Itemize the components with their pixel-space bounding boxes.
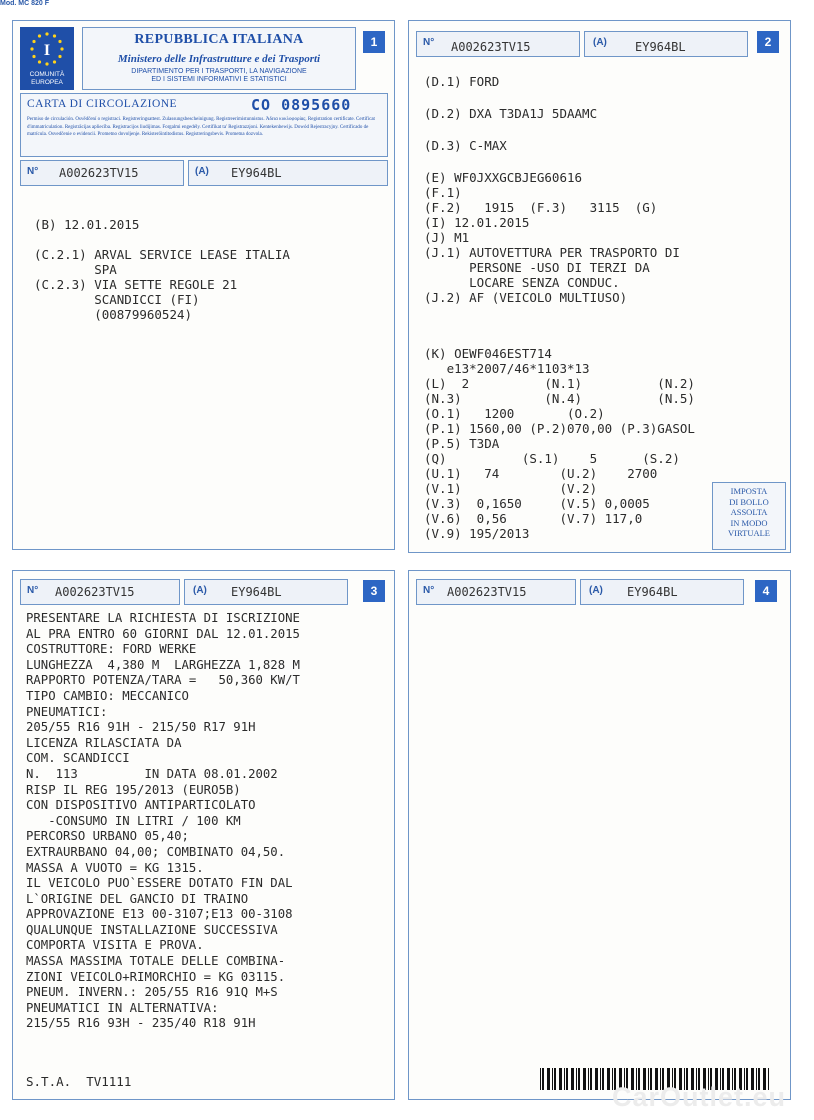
a-field xyxy=(184,579,348,605)
n-value: A002623TV15 xyxy=(451,40,531,54)
a-field xyxy=(188,160,388,186)
model-code: Mod. MC 820 F xyxy=(0,0,50,7)
stamp-duty-box xyxy=(712,482,786,550)
commercial-name-field: (D.3) C-MAX xyxy=(424,138,507,153)
a-value: EY964BL xyxy=(635,40,686,54)
type-field: (D.2) DXA T3DA1J 5DAAMC xyxy=(424,106,598,121)
n-label: N° xyxy=(423,585,435,596)
n-field xyxy=(20,579,180,605)
department-line-2: ED I SISTEMI INFORMATIVI E STATISTICI xyxy=(151,76,287,83)
n-label: N° xyxy=(27,585,39,596)
owner-block: (B) 12.01.2015 (C.2.1) ARVAL SERVICE LEASE ITALIA SPA (C.2.3) VIA SETTE REGOLE 21 SCANDICCI (FI) (00879960524) xyxy=(34,217,290,322)
n-value: A002623TV15 xyxy=(447,585,527,599)
carta-header xyxy=(20,93,388,157)
technical-data-block: (K) OEWF046EST714 e13*2007/46*1103*13 (L) 2 (N.1) (N.2) (N.3) (N.4) (N.5) (O.1) 1200 (O.2) (P.1) 1560,00 (P.2)070,00 (P.3)GASOL (P.5) T3DA (Q) (S.1) 5 (S.2) (U.1) 74 (U.2) 2700 (V.1) (V.2) (V.3) 0,1650 (V.5) 0,0005 (V.6) 0,56 (V.7) 117,0 (V.9) 195/2013 xyxy=(424,346,695,541)
a-value: EY964BL xyxy=(231,166,282,180)
carta-title: CARTA DI CIRCOLAZIONE xyxy=(27,98,178,110)
panel-number: 4 xyxy=(755,580,777,602)
panel-number: 2 xyxy=(757,31,779,53)
n-field xyxy=(416,31,580,57)
n-label: N° xyxy=(423,37,435,48)
panel-number: 3 xyxy=(363,580,385,602)
office-code: S.T.A. TV1111 xyxy=(26,1074,132,1089)
n-label: N° xyxy=(27,166,39,177)
stamp-duty-text: IMPOSTA DI BOLLO ASSOLTA IN MODO VIRTUALE xyxy=(728,486,770,538)
eu-label-2: EUROPEA xyxy=(31,79,63,86)
a-field xyxy=(584,31,748,57)
n-field xyxy=(20,160,184,186)
carta-translations: Permiso de circulación. Osvědčení o registraci. Registreringsattest. Zulassungsbescheinigung. Registreerimistunnistus. Άδεια κυκλοφορίας. Registration certificate. Certificat d'immatriculation. Registrācijas apliecība. Registracijos liudijimas. Forgalmi engedély. Certifikat ta' Registrazzjoni. Kentekenbewijs. Dowód Rejestracyjny. Certificado de matrícula. Osvedčenie o evidencii. Prometno dovoljenje. Rekisteröintitodistus. Registreringsbevis. Prometna dozvola. xyxy=(27,117,375,137)
vehicle-details-block: (E) WF0JXXGCBJEG60616 (F.1) (F.2) 1915 (F.3) 3115 (G) (I) 12.01.2015 (J) M1 (J.1) AUTOVETTURA PER TRASPORTO DI PERSONE -USO DI TERZI DA LOCARE SENZA CONDUC. (J.2) AF (VEICOLO MULTIUSO) xyxy=(424,170,680,305)
a-value: EY964BL xyxy=(231,585,282,599)
watermark: CarOutlet.eu xyxy=(612,1082,787,1112)
department-line-1: DIPARTIMENTO PER I TRASPORTI, LA NAVIGAZIONE xyxy=(131,68,307,75)
notes-block: PRESENTARE LA RICHIESTA DI ISCRIZIONE AL PRA ENTRO 60 GIORNI DAL 12.01.2015 COSTRUTTORE: FORD WERKE LUNGHEZZA 4,380 M LARGHEZZA 1,828 M RAPPORTO POTENZA/TARA = 50,360 KW/T TIPO CAMBIO: MECCANICO PNEUMATICI: 205/55 R16 91H - 215/50 R17 91H LICENZA RILASCIATA DA COM. SCANDICCI N. 113 IN DATA 08.01.2002 RISP IL REG 195/2013 (EURO5B) CON DISPOSITIVO ANTIPARTICOLATO -CONSUMO IN LITRI / 100 KM PERCORSO URBANO 05,40; EXTRAURBANO 04,00; COMBINATO 04,50. MASSA A VUOTO = KG 1315. IL VEICOLO PUO`ESSERE DOTATO FIN DAL L`ORIGINE DEL GANCIO DI TRAINO APPROVAZIONE E13 00-3107;E13 00-3108 QUALUNQUE INSTALLAZIONE SUCCESSIVA COMPORTA VISITA E PROVA. MASSA MASSIMA TOTALE DELLE COMBINA- ZIONI VEICOLO+RIMORCHIO = KG 03115. PNEUM. INVERN.: 205/55 R16 91Q M+S PNEUMATICI IN ALTERNATIVA: 215/55 R16 93H - 235/40 R18 91H xyxy=(26,611,300,1031)
eu-letter: I xyxy=(43,42,51,59)
eu-label-1: COMUNITÀ xyxy=(29,71,65,78)
carta-number: CO 0895660 xyxy=(251,96,352,114)
a-label: (A) xyxy=(593,37,607,48)
republic-title: REPUBBLICA ITALIANA xyxy=(134,32,304,47)
a-field xyxy=(580,579,744,605)
panel-4 xyxy=(408,570,791,1100)
n-value: A002623TV15 xyxy=(59,166,139,180)
a-value: EY964BL xyxy=(627,585,678,599)
n-value: A002623TV15 xyxy=(55,585,135,599)
a-label: (A) xyxy=(195,166,209,177)
panel-number: 1 xyxy=(363,31,385,53)
eu-stars-icon xyxy=(30,32,64,66)
eu-emblem xyxy=(20,27,74,90)
a-label: (A) xyxy=(589,585,603,596)
make-field: (D.1) FORD xyxy=(424,74,500,89)
a-label: (A) xyxy=(193,585,207,596)
ministry-name: Ministero delle Infrastrutture e dei Trasporti xyxy=(117,53,321,65)
republic-header xyxy=(82,27,356,90)
n-field xyxy=(416,579,576,605)
